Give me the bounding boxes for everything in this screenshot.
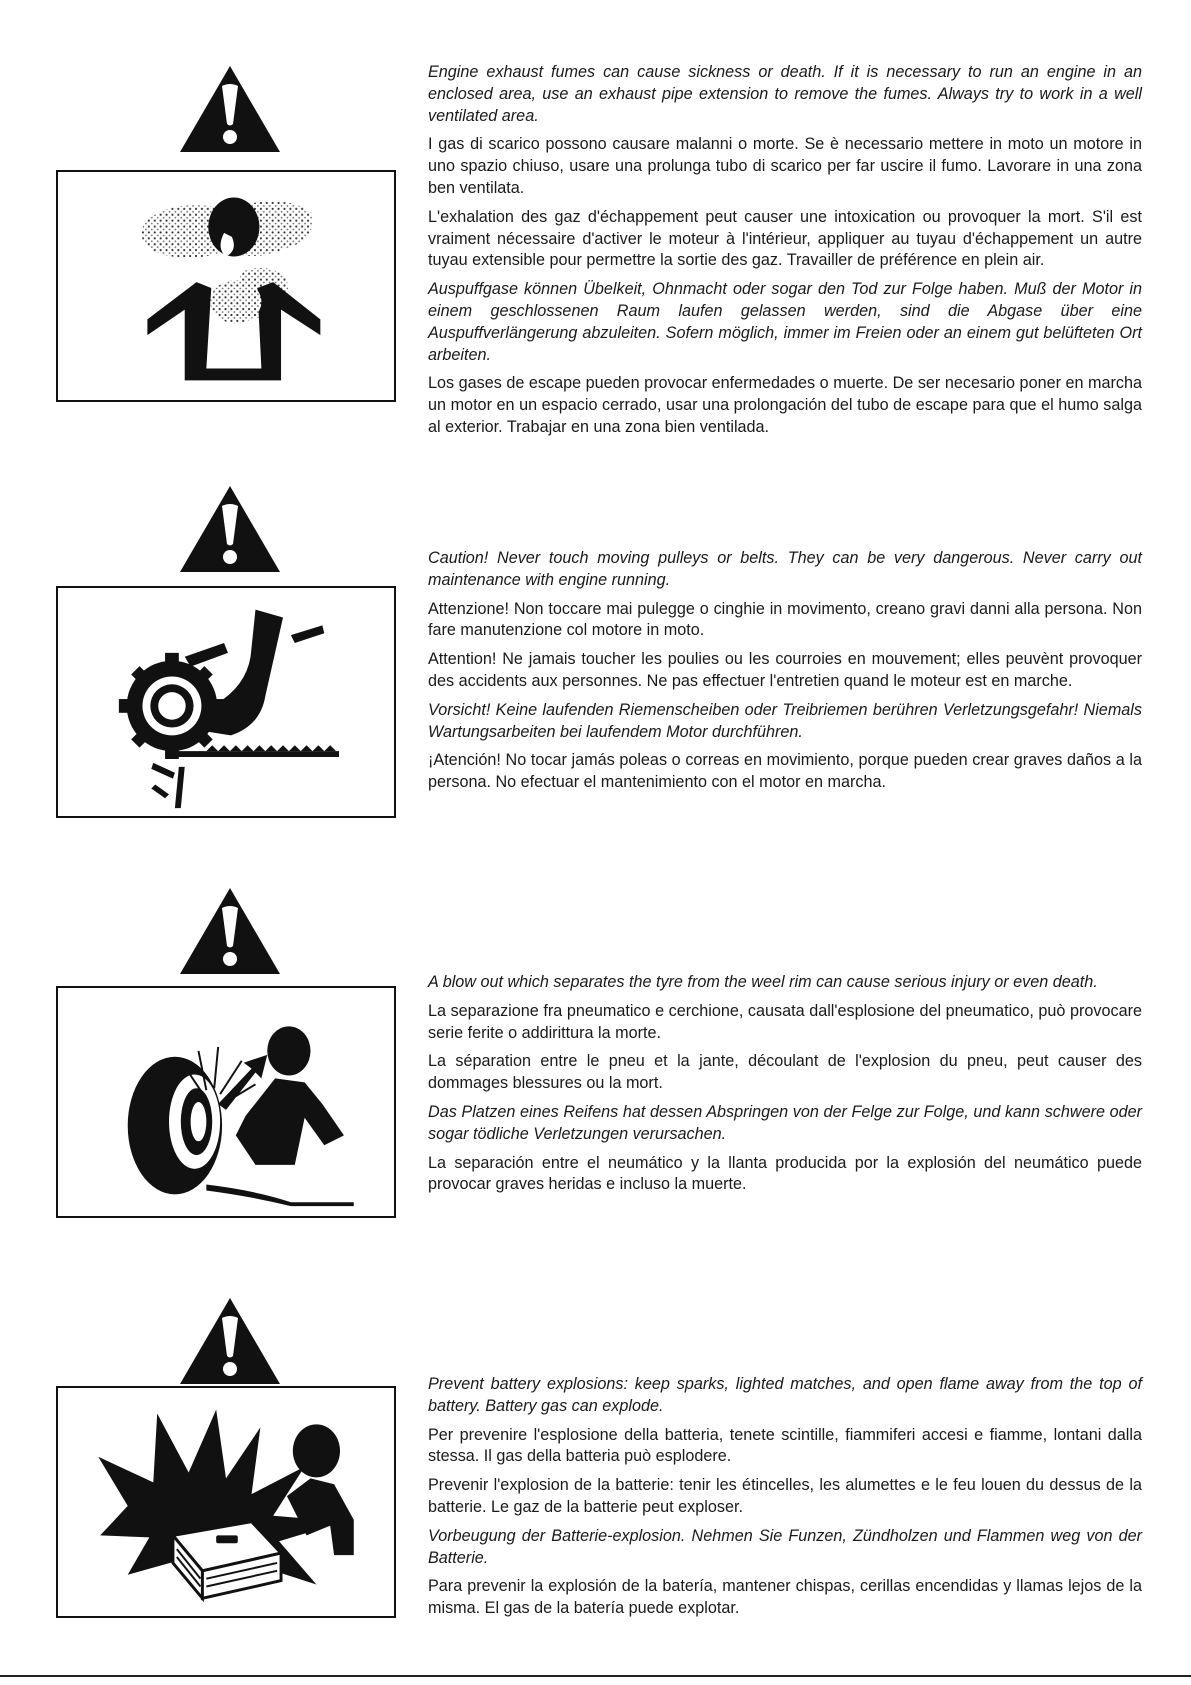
belts-text	[428, 548, 1142, 801]
battery-text-es: Para prevenir la explosión de la batería, mantener chispas, cerillas encendidas y llamas lejos de la misma. El gas de la batería puede explotar.	[428, 1577, 1142, 1618]
warning-triangle-icon	[178, 484, 282, 574]
exhaust-text-it: I gas di scarico possono causare malanni o morte. Se è necessario mettere in moto un motore in uno spazio chiuso, usare una prolunga tubo di scarico per far uscire il fumo. Lavorare in una zona ben ventilata.	[428, 135, 1142, 197]
tyre-text-fr: La séparation entre le pneu et la jante, découlant de l'explosion du pneu, peut causer des dommages blessures ou la mort.	[428, 1052, 1142, 1093]
battery-text-fr: Prevenir l'explosion de la batterie: tenir les étincelles, les alumettes e le feu louen du dessus de la batterie. Le gaz de la batterie peut exploser.	[428, 1476, 1142, 1516]
exhaust-text-en: Engine exhaust fumes can cause sickness or death. If it is necessary to run an engine in an enclosed area, use an exhaust pipe extension to remove the fumes. Always try to work in a well ventilated area.	[428, 63, 1142, 125]
tyre-text	[428, 972, 1142, 1203]
exhaust-fumes-pictogram	[56, 170, 396, 402]
moving-belt-hand-icon	[58, 588, 394, 816]
exhaust-text-de: Auspuffgase können Übelkeit, Ohnmacht oder sogar den Tod zur Folge haben. Muß der Motor in einem geschlossenen Raum laufen gelassen werden, sind die Abgase über eine Auspuffverlängerung abzuleiten. Sofern möglich, immer im Freien oder an einem gut belüfteten Ort arbeiten.	[428, 280, 1142, 364]
warning-triangle-icon	[178, 1296, 282, 1386]
battery-text-it: Per prevenire l'esplosione della batteria, tenete scintille, fiammiferi accesi e fiamme, lontani dalla stessa. Il gas della batteria può esplodere.	[428, 1425, 1142, 1466]
tyre-text-es: La separación entre el neumático y la llanta producida por la explosión del neumático puede provocar graves heridas e incluso la muerte.	[428, 1153, 1142, 1194]
tyre-blowout-pictogram	[56, 986, 396, 1218]
exhaust-text	[428, 62, 1142, 446]
belts-text-es: ¡Atención! No tocar jamás poleas o correas en movimiento, porque pueden crear graves daños a la persona. No efectuar el mantenimiento con el motor en marcha.	[428, 751, 1142, 792]
battery-text-de: Vorbeugung der Batterie-explosion. Nehmen Sie Funzen, Zündholzen und Flammen weg von der Batterie.	[428, 1526, 1142, 1567]
battery-explosion-pictogram	[56, 1386, 396, 1618]
warning-triangle-icon	[178, 64, 282, 154]
exhaust-text-es: Los gases de escape pueden provocar enfermedades o muerte. De ser necesario poner en marcha un motor en un espacio cerrado, usar una prolongación del tubo de escape para que el humo salga al exterior. Trabajar en una zona bien ventilada.	[428, 374, 1142, 436]
battery-text-en: Prevent battery explosions: keep sparks, lighted matches, and open flame away from the top of battery. Battery gas can explode.	[428, 1375, 1142, 1415]
battery-explosion-icon	[58, 1388, 394, 1616]
page-bottom-rule	[0, 1675, 1191, 1677]
moving-belt-pictogram	[56, 586, 396, 818]
belts-text-en: Caution! Never touch moving pulleys or belts. They can be very dangerous. Never carry out maintenance with engine running.	[428, 549, 1142, 589]
warning-triangle-icon	[178, 886, 282, 976]
belts-text-it: Attenzione! Non toccare mai pulegge o cinghie in movimento, creano gravi danni alla persona. Non fare manutenzione col motore in moto.	[428, 599, 1142, 640]
belts-text-de: Vorsicht! Keine laufenden Riemenscheiben oder Treibriemen berühren Verletzungsgefahr! Niemals Wartungsarbeiten bei laufendem Motor durchführen.	[428, 700, 1142, 741]
battery-text	[428, 1374, 1142, 1627]
belts-text-fr: Attention! Ne jamais toucher les poulies ou les courroies en mouvement; elles peuvènt provoquer des accidents aux personnes. Ne pas effectuer l'entretien quand le moteur est en marche.	[428, 650, 1142, 690]
tyre-text-en: A blow out which separates the tyre from the weel rim can cause serious injury or even death.	[428, 973, 1098, 991]
exhaust-fumes-icon	[58, 172, 394, 400]
tyre-blowout-icon	[58, 988, 394, 1216]
exhaust-text-fr: L'exhalation des gaz d'échappement peut causer une intoxication ou provoquer la mort. S'il est vraiment nécessaire d'activer le moteur à l'intérieur, appliquer au tuyau d'échappement un autre tuyau extensible pour permettre la sortie des gaz. Travailler de préférence en plein air.	[428, 207, 1142, 270]
tyre-text-de: Das Platzen eines Reifens hat dessen Abspringen von der Felge zur Folge, und kann schwere oder sogar tödliche Verletzungen verursachen.	[428, 1102, 1142, 1143]
tyre-text-it: La separazione fra pneumatico e cerchione, causata dall'esplosione del pneumatico, può provocare serie ferite o addirittura la morte.	[428, 1001, 1142, 1042]
